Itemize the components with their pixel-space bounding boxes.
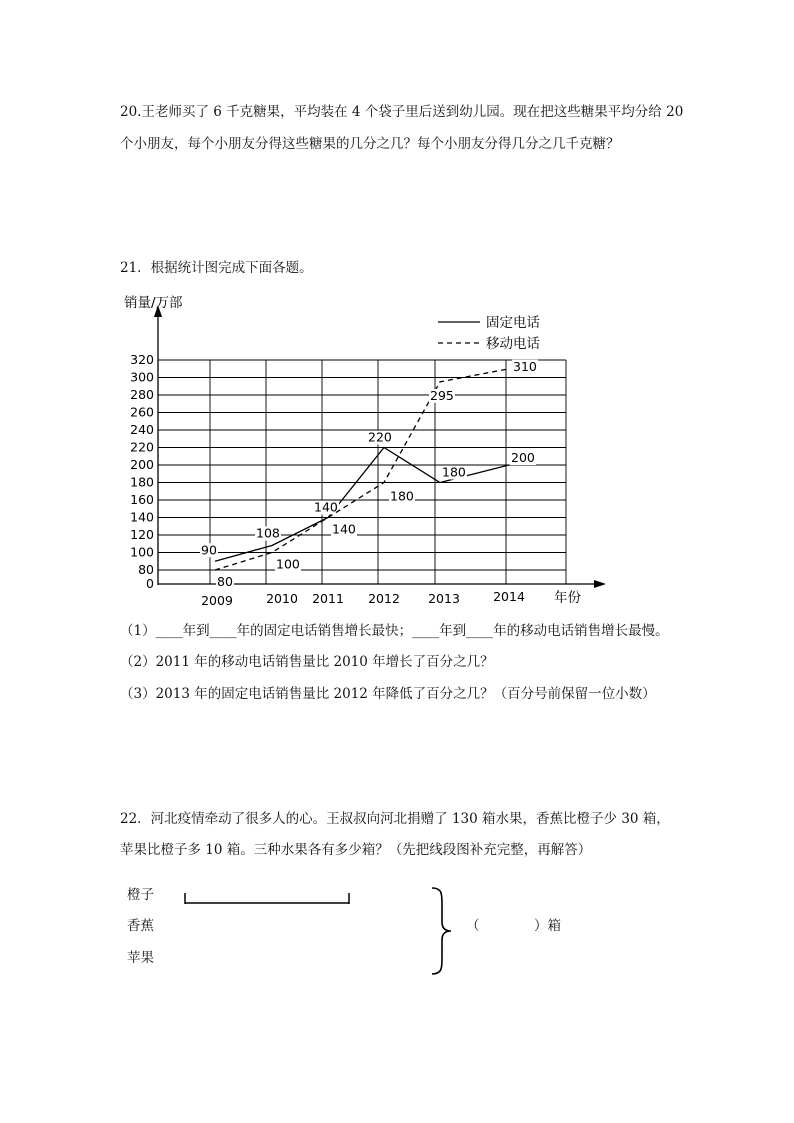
label-apple: 苹果 bbox=[127, 950, 154, 966]
q20-line2: 个小朋友，每个小朋友分得这些糖果的几分之几？每个小朋友分得几分之几千克糖？ bbox=[120, 136, 620, 152]
label-orange: 橙子 bbox=[127, 887, 154, 903]
y-tick-label: 180 bbox=[130, 474, 154, 490]
data-label: 180 bbox=[390, 488, 414, 504]
x-tick-label: 2014 bbox=[493, 589, 525, 604]
q21-sub1: （1）____年到____年的固定电话销售增长最快；____年到____年的移动电话销售增长最慢。 bbox=[120, 623, 669, 639]
data-label: 180 bbox=[442, 464, 466, 480]
curly-brace-icon bbox=[428, 886, 456, 976]
data-label: 90 bbox=[201, 542, 217, 558]
data-label: 80 bbox=[217, 574, 233, 589]
q21-sub2: （2）2011 年的移动电话销售量比 2010 年增长了百分之几？ bbox=[120, 654, 494, 670]
y-tick-label: 200 bbox=[130, 457, 154, 472]
x-tick-label: 2009 bbox=[201, 593, 233, 608]
total-paren-left: （ bbox=[466, 918, 480, 934]
y-tick-labels bbox=[130, 352, 154, 591]
total-answer-blank[interactable] bbox=[482, 918, 532, 936]
y-tick-label: 80 bbox=[138, 562, 154, 577]
y-tick-label: 280 bbox=[130, 387, 154, 402]
y-axis-label: 销量/万部 bbox=[124, 295, 183, 311]
chart-grid bbox=[158, 360, 566, 584]
y-tick-label: 120 bbox=[130, 527, 154, 542]
y-tick-label: 0 bbox=[146, 576, 154, 591]
x-axis-arrow-icon bbox=[594, 580, 606, 588]
y-tick-label: 220 bbox=[130, 439, 154, 455]
q20-line1: 20.王老师买了 6 千克糖果，平均装在 4 个袋子里后送到幼儿园。现在把这些糖果平均分给 20 bbox=[120, 104, 684, 120]
x-tick-label: 2012 bbox=[368, 591, 400, 606]
y-tick-label: 320 bbox=[130, 352, 154, 367]
y-tick-label: 300 bbox=[130, 369, 154, 385]
data-label: 108 bbox=[256, 525, 280, 541]
data-label: 310 bbox=[513, 358, 537, 374]
x-axis-label: 年份 bbox=[554, 590, 581, 606]
legend-label-0: 固定电话 bbox=[486, 315, 540, 331]
x-tick-label: 2011 bbox=[312, 591, 344, 606]
sales-line-chart bbox=[110, 285, 630, 613]
q21-sub3: （3）2013 年的固定电话销售量比 2012 年降低了百分之几？（百分号前保留一位小数） bbox=[120, 686, 656, 702]
x-tick-label: 2010 bbox=[266, 591, 298, 606]
data-label: 140 bbox=[332, 521, 356, 537]
chart-legend bbox=[438, 314, 540, 352]
y-tick-label: 260 bbox=[130, 404, 154, 420]
legend-label-1: 移动电话 bbox=[486, 336, 540, 352]
y-tick-label: 160 bbox=[130, 492, 154, 507]
data-label: 140 bbox=[314, 499, 338, 515]
data-label: 100 bbox=[276, 556, 300, 572]
x-tick-label: 2013 bbox=[428, 591, 460, 606]
y-tick-label: 140 bbox=[130, 509, 154, 525]
q22-line2: 苹果比橙子多 10 箱。三种水果各有多少箱？（先把线段图补充完整，再解答） bbox=[120, 842, 592, 858]
data-label: 220 bbox=[368, 429, 392, 445]
q22-line1: 22．河北疫情牵动了很多人的心。王叔叔向河北捐赠了 130 箱水果，香蕉比橙子少 30 箱， bbox=[120, 811, 670, 827]
y-tick-label: 100 bbox=[130, 544, 154, 560]
y-tick-label: 240 bbox=[130, 422, 154, 437]
data-label: 200 bbox=[511, 450, 535, 465]
x-tick-labels bbox=[201, 589, 525, 608]
label-banana: 香蕉 bbox=[127, 918, 154, 934]
total-paren-right: ）箱 bbox=[534, 918, 561, 934]
q21-title: 21．根据统计图完成下面各题。 bbox=[120, 260, 313, 276]
orange-segment-bar bbox=[182, 892, 352, 906]
data-label: 295 bbox=[430, 387, 454, 403]
chart-series bbox=[200, 359, 538, 589]
